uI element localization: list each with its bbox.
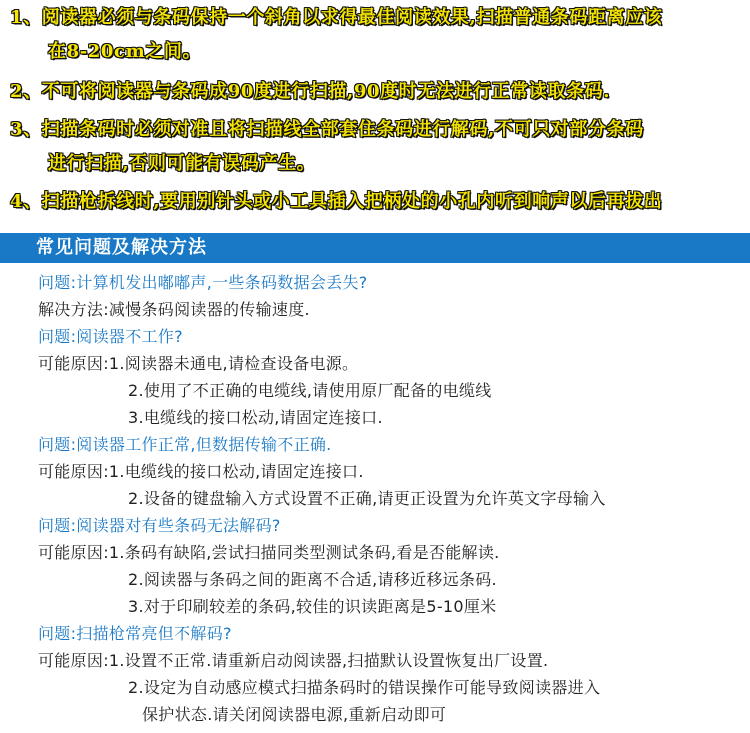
faq-answer: 可能原因:1.电缆线的接口松动,请固定连接口. <box>38 462 364 481</box>
faq-answer: 2.设备的键盘输入方式设置不正确,请更正设置为允许英文字母输入 <box>128 489 606 508</box>
faq-answer: 可能原因:1.阅读器未通电,请检查设备电源。 <box>38 354 359 373</box>
faq-answer: 3.对于印刷较差的条码,较佳的识读距离是5-10厘米 <box>128 597 497 616</box>
faq-question: 问题:阅读器对有些条码无法解码? <box>38 516 281 535</box>
faq-question: 问题:扫描枪常亮但不解码? <box>38 624 232 643</box>
faq-answer: 2.阅读器与条码之间的距离不合适,请移近移远条码. <box>128 570 497 589</box>
usage-notes <box>0 0 750 225</box>
section-title: 常见问题及解决方法 <box>36 237 207 258</box>
faq-question: 问题:计算机发出嘟嘟声,一些条码数据会丢失? <box>38 273 368 292</box>
note-3-continued: 进行扫描,否则可能有误码产生。 <box>48 153 316 174</box>
note-3: 3、扫描条码时必须对准且将扫描线全部套住条码进行解码,不可只对部分条码 <box>10 119 644 140</box>
note-4: 4、扫描枪拆线时,要用别针头或小工具插入把柄处的小孔内听到响声以后再拔出 <box>10 191 663 212</box>
faq-question: 问题:阅读器工作正常,但数据传输不正确. <box>38 435 332 454</box>
faq-answer: 2.使用了不正确的电缆线,请使用原厂配备的电缆线 <box>128 381 492 400</box>
faq-answer: 2.设定为自动感应模式扫描条码时的错误操作可能导致阅读器进入 <box>128 678 601 697</box>
faq-list <box>0 263 750 733</box>
faq-question: 问题:阅读器不工作? <box>38 327 183 346</box>
note-1-continued: 在8-20cm之间。 <box>48 41 202 62</box>
section-header <box>0 233 750 263</box>
note-2: 2、不可将阅读器与条码成90度进行扫描,90度时无法进行正常读取条码. <box>10 81 611 102</box>
faq-answer: 3.电缆线的接口松动,请固定连接口. <box>128 408 383 427</box>
note-1: 1、阅读器必须与条码保持一个斜角以求得最佳阅读效果,扫描普通条码距离应该 <box>10 7 663 28</box>
faq-answer: 可能原因:1.设置不正常.请重新启动阅读器,扫描默认设置恢复出厂设置. <box>38 651 549 670</box>
faq-answer: 可能原因:1.条码有缺陷,尝试扫描同类型测试条码,看是否能解读. <box>38 543 500 562</box>
faq-answer: 保护状态.请关闭阅读器电源,重新启动即可 <box>142 705 447 724</box>
faq-answer: 解决方法:减慢条码阅读器的传输速度. <box>38 300 310 319</box>
